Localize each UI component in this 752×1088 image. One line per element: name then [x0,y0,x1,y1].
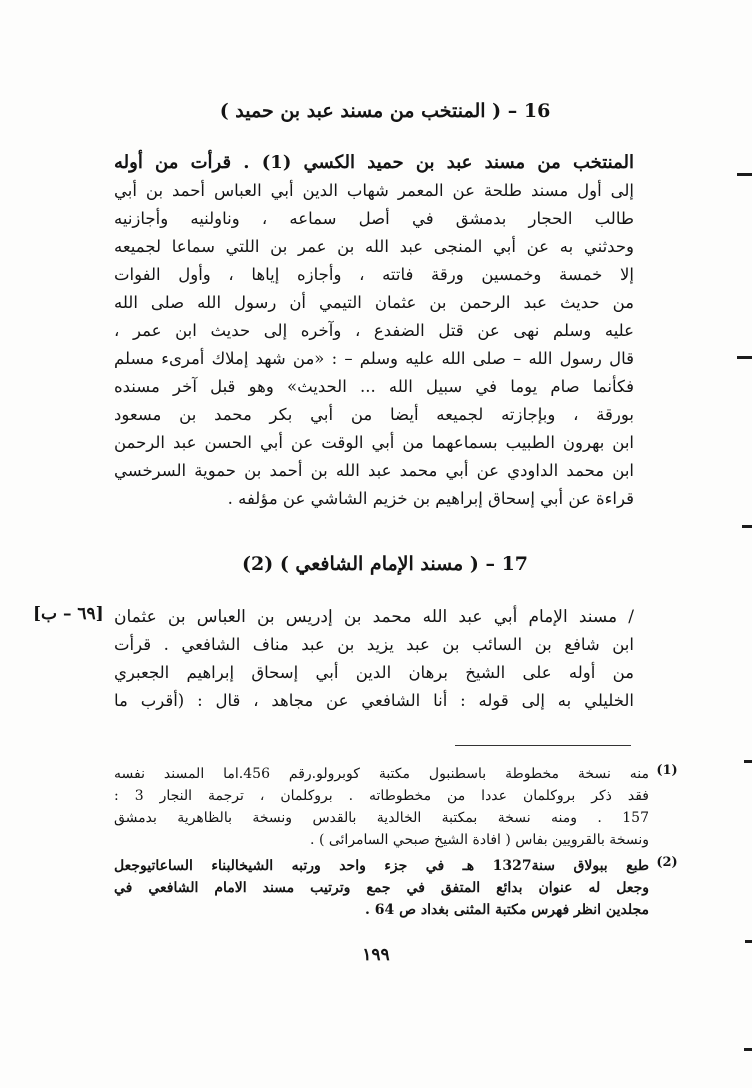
body-line: / مسند الإمام أبي عبد الله محمد بن إدريس بن العباس بن عثمان [114,607,634,627]
scan-edge-mark [745,940,752,943]
footnote-line: 157 . ومنه نسخة بمكتبة الخالدية بالقدس ونسخة بالظاهرية بدمشق [114,810,649,826]
footnote-line: وجعل له عنوان بدائع المتفق في جمع وترتيب مسند الامام الشافعي في [114,880,649,896]
body-line: بورقة ، وبإجازته لجميعه أيضا من أبي بكر محمد بن مسعود [114,405,634,424]
body-line: من حديث عبد الرحمن بن عثمان التيمي أن رسول الله صلى الله [114,293,634,312]
body-line: من أوله على الشيخ برهان الدين أبي إسحاق إبراهيم الجعبري [114,663,634,682]
scan-edge-mark [742,525,752,528]
body-line: قال رسول الله – صلى الله عليه وسلم – : «من شهد إملاك أمرىء مسلم [114,349,634,368]
body-line: المنتخب من مسند عبد بن حميد الكسي (1) . قرأت من أوله [114,152,634,173]
scan-edge-mark [744,1048,752,1051]
footnote-1 [114,763,678,851]
footnote-marker: (1) [656,763,678,778]
body-line: إلى أول مسند طلحة عن المعمر شهاب الدين أبي العباس أحمد بن أبي [114,181,634,200]
footnote-2 [114,855,678,921]
body-line: وحدثني به عن أبي المنجى عبد الله بن عمر بن اللتي سماعا لجميعه [114,237,634,256]
body-line: ابن محمد الداودي عن أبي محمد عبد الله بن أحمد بن حموية السرخسي [114,461,634,480]
page-number: ١٩٩ [362,945,390,965]
section-16-body [114,149,634,513]
body-line: إلا خمسة وخمسين ورقة فاتته ، وأجازه إياها ، وأول الفوات [114,265,634,284]
scan-edge-mark [737,356,752,359]
scan-edge-mark [744,760,752,763]
footnote-line: منه نسخة مخطوطة باسطنبول مكتبة كوبرولو.رقم 456.اما المسند نفسه [114,766,649,782]
footnote-line: طبع ببولاق سنة1327 هـ في جزء واحد ورتبه الشيخالبناء الساعاتيوجعل [114,858,649,874]
section-17-body [114,603,634,715]
footnote-line: فقد ذكر بروكلمان عددا من مخطوطاته . بروكلمان ، ترجمة النجار 3 : [114,788,649,804]
body-line: الخليلي به إلى قوله : أنا الشافعي عن مجاهد ، قال : (أقرب ما [114,691,634,710]
manuscript-folio-note: [٦٩ – ب] [33,604,104,624]
body-line: ابن بهرون الطبيب بسماعهما من أبي الوقت عن أبي الحسن عبد الرحمن [114,433,634,452]
body-line: عليه وسلم نهى عن قتل الضفدع ، وآخره إلى حديث ابن عمر ، [114,321,634,340]
body-line: قراءة عن أبي إسحاق إبراهيم بن خزيم الشاشي عن مؤلفه . [227,489,634,508]
section-heading-16: 16 – ( المنتخب من مسند عبد بن حميد ) [219,100,551,122]
section-heading-17: 17 – ( مسند الإمام الشافعي ) (2) [241,553,529,575]
footnote-line: مجلدين انظر فهرس مكتبة المثنى بغداد ص 64 . [365,902,649,918]
scan-edge-mark [737,173,752,176]
body-line: فكأنما صام يوما في سبيل الله ... الحديث» وهو قبل آخر مسنده [114,377,634,396]
body-line: ابن شافع بن السائب بن عبد يزيد بن عبد مناف الشافعي . قرأت [114,635,634,654]
body-line: طالب الحجار بدمشق في أصل سماعه ، وناولنيه وأجازنيه [114,209,634,228]
footnote-line: ونسخة بالقرويين بفاس ( افادة الشيخ صبحي السامرائى ) . [310,832,649,848]
footnote-marker: (2) [656,855,678,870]
footnote-separator [455,745,631,746]
